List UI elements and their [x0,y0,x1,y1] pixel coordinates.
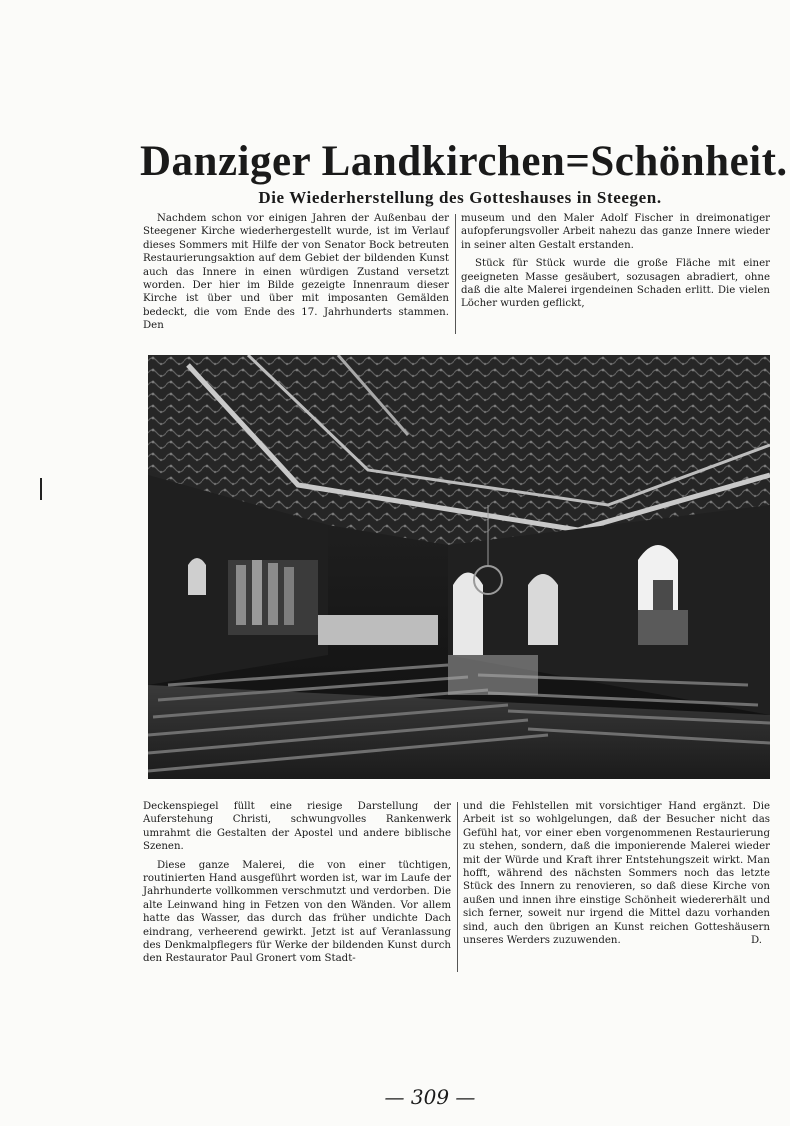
bottom-left-column [143,800,451,971]
margin-mark [40,478,42,500]
paragraph: Nachdem schon vor einigen Jahren der Außenbau der Steegener Kirche wiederhergestellt wurde, ist im Verlauf dieses Sommers mit Hilfe der von Senator Bock betreuten Restaurierungsaktion auf dem Gebiet der bildenden Kunst auch das Innere in einen würdigen Zustand versetzt worden. Der hier im Bilde gezeigte Innenraum dieser Kirche ist über und über mit imposanten Gemälden bedeckt, die vom Ende des 17. Jahrhunderts stammen. Den [143,213,449,332]
column-divider [457,802,458,972]
church-interior-illustration [148,355,770,779]
church-interior-photo [148,355,770,779]
signature: D. [750,935,762,947]
bottom-right-column [463,800,770,948]
page-number: — 309 — [384,1085,476,1109]
paragraph: und die Fehlstellen mit vorsichtiger Hand ergänzt. Die Arbeit ist so wohlgelungen, daß der Besucher nicht das Gefühl hat, vor einer eben vorgenommenen Restaurierung zu stehen, sondern, daß die imponierende Malerei wieder mit der Würde und Kraft ihrer Entstehungszeit wirkt. Man hofft, während des nächsten Sommers noch das letzte Stück des Innern zu renovieren, so daß diese Kirche von außen und innen ihre einstige Schönheit wiedererhält und sich ferner, soweit nur irgend die Mittel dazu vorhanden sind, auch den übrigen an Kunst reichen Gotteshäusern unseres Werders zuzuwenden. [463,801,770,947]
article-subtitle: Die Wiederherstellung des Gotteshauses in Steegen. [258,188,662,207]
paragraph: Stück für Stück wurde die große Fläche mit einer geeigneten Masse gesäubert, sozusagen abradiert, ohne daß die alte Malerei irgendeinen Schaden erlitt. Die vielen Löcher wurden geflickt, [461,258,770,310]
paragraph: Deckenspiegel füllt eine riesige Darstellung der Auferstehung Christi, schwungvolles Rankenwerk umrahmt die Gestalten der Apostel und andere biblische Szenen. [143,801,451,853]
top-left-column [143,212,449,338]
article-title: Danziger Landkirchen=Schönheit. [140,138,788,185]
column-divider [455,214,456,334]
top-right-column [461,212,770,316]
paragraph: museum und den Maler Adolf Fischer in dreimonatiger aufopferungsvoller Arbeit nahezu das ganze Innere wieder in seiner alten Gestalt erstanden. [461,213,770,251]
paragraph: Diese ganze Malerei, die von einer tüchtigen, routinierten Hand ausgeführt worden ist, war im Laufe der Jahrhunderte vollkommen verschmutzt und verdorben. Die alte Leinwand hing in Fetzen von den Wänden. Vor allem hatte das Wasser, das durch das früher undichte Dach eindrang, verheerend gewirkt. Jetzt ist auf Veranlassung des Denkmalpflegers für Werke der bildenden Kunst durch den Restaurator Paul Gronert vom Stadt- [143,859,451,965]
